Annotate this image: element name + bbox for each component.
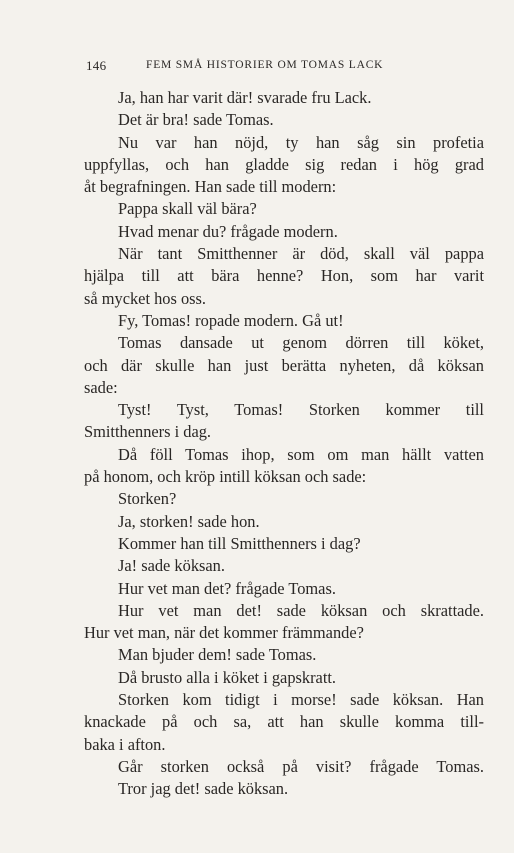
text-line: Kommer han till Smitthenners i dag? bbox=[118, 533, 361, 553]
text-line: och där skulle han just berätta nyheten, då köksan bbox=[84, 355, 484, 375]
text-line: När tant Smitthenner är död, skall väl pappa bbox=[118, 244, 484, 264]
page-header bbox=[86, 58, 482, 74]
text-line: Ja, han har varit där! svarade fru Lack. bbox=[118, 88, 372, 107]
text-line: Hur vet man det? frågade Tomas. bbox=[118, 578, 336, 598]
text-line: uppfyllas, och han gladde sig redan i hög grad bbox=[84, 154, 484, 174]
text-line: Tror jag det! sade köksan. bbox=[118, 779, 289, 799]
body-text bbox=[84, 87, 484, 801]
text-line: Man bjuder dem! sade Tomas. bbox=[118, 645, 317, 665]
text-line: hjälpa till att bära henne? Hon, som har varit bbox=[84, 266, 484, 286]
text-line: Då föll Tomas ihop, som om man hällt vatten bbox=[118, 444, 484, 464]
text-line: Hvad menar du? frågade modern. bbox=[118, 221, 338, 241]
text-line: Då brusto alla i köket i gapskratt. bbox=[118, 667, 337, 687]
text-line: Tomas dansade ut genom dörren till köket, bbox=[118, 333, 484, 353]
text-line: Hur vet man, när det kommer främmande? bbox=[84, 623, 364, 643]
text-line: Ja! sade köksan. bbox=[118, 556, 225, 576]
running-title: FEM SMÅ HISTORIER OM TOMAS LACK bbox=[146, 59, 384, 71]
text-line: Tyst! Tyst, Tomas! Storken kommer till bbox=[118, 400, 484, 420]
text-line: Det är bra! sade Tomas. bbox=[118, 110, 274, 130]
text-line: Hur vet man det! sade köksan och skrattade. bbox=[118, 600, 484, 620]
text-line: Storken kom tidigt i morse! sade köksan. Han bbox=[118, 690, 484, 710]
text-line: Går storken också på visit? frågade Tomas. bbox=[118, 756, 484, 776]
text-line: Fy, Tomas! ropade modern. Gå ut! bbox=[118, 310, 344, 330]
text-line: baka i afton. bbox=[84, 734, 166, 754]
text-line: knackade på och sa, att han skulle komma till- bbox=[84, 712, 484, 732]
page-number: 146 bbox=[86, 58, 107, 73]
text-line: Nu var han nöjd, ty han såg sin profetia bbox=[118, 132, 484, 152]
text-line: Ja, storken! sade hon. bbox=[118, 511, 260, 531]
text-line: Pappa skall väl bära? bbox=[118, 199, 257, 219]
text-line: Storken? bbox=[118, 489, 177, 509]
text-line: åt begrafningen. Han sade till modern: bbox=[84, 177, 337, 197]
text-line: Smitthenners i dag. bbox=[84, 422, 212, 442]
text-line: sade: bbox=[84, 377, 118, 397]
text-line: så mycket hos oss. bbox=[84, 288, 207, 308]
text-line: på honom, och kröp intill köksan och sade: bbox=[84, 467, 367, 487]
